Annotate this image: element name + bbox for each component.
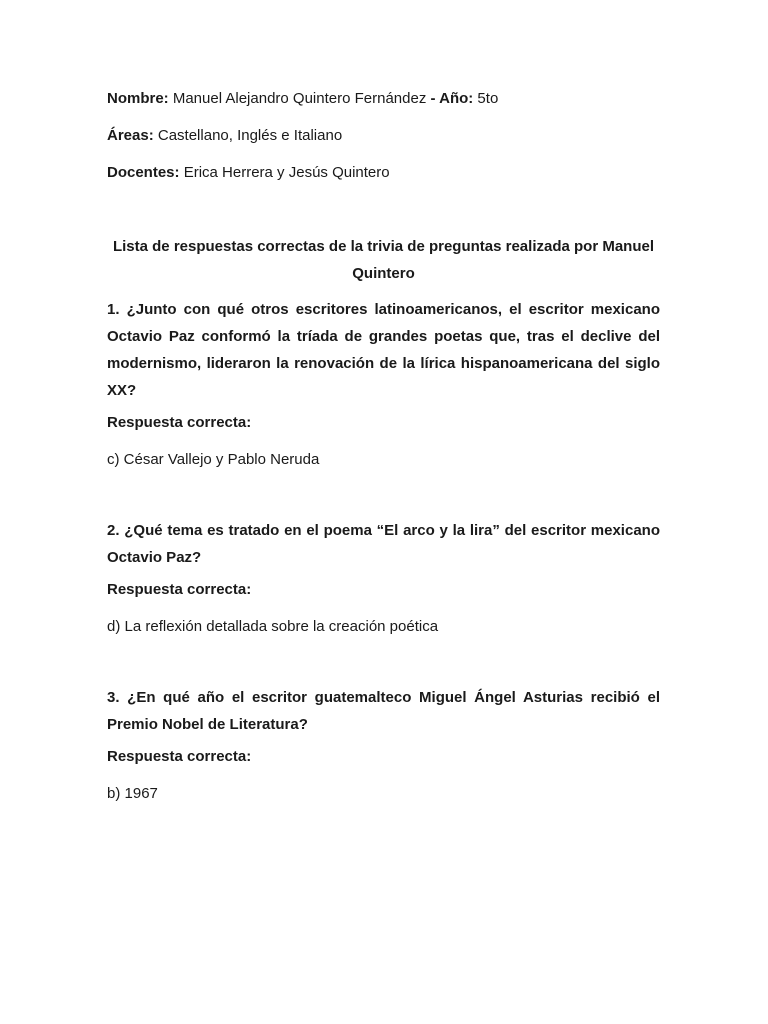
areas-label: Áreas: bbox=[107, 127, 154, 144]
answer-label-2: Respuesta correcta: bbox=[107, 581, 252, 598]
section-gap bbox=[107, 637, 660, 684]
question-2: 2. ¿Qué tema es tratado en el poema “El arco y la lira” del escritor mexicano Octavio Paz? bbox=[107, 522, 660, 566]
name-line bbox=[107, 89, 660, 109]
year-label: - Año: bbox=[430, 90, 474, 107]
answer-label-3: Respuesta correcta: bbox=[107, 748, 252, 765]
question-1: 1. ¿Junto con qué otros escritores latinoamericanos, el escritor mexicano Octavio Paz conformó la tríada de grandes poetas que, tras el declive del modernismo, lideraron la renovación de la lírica hispanoamericana del siglo XX? bbox=[107, 301, 660, 399]
spacer bbox=[107, 200, 660, 233]
name-value: Manuel Alejandro Quintero Fernández bbox=[168, 90, 431, 107]
document-title: Lista de respuestas correctas de la trivia de preguntas realizada por Manuel Quintero bbox=[112, 238, 655, 282]
name-label: Nombre: bbox=[107, 90, 169, 107]
year-value: 5to bbox=[473, 90, 499, 107]
answer-1: c) César Vallejo y Pablo Neruda bbox=[107, 451, 320, 468]
teachers-value: Erica Herrera y Jesús Quintero bbox=[179, 164, 390, 181]
question-3: 3. ¿En qué año el escritor guatemalteco Miguel Ángel Asturias recibió el Premio Nobel de Literatura? bbox=[107, 689, 660, 733]
section-gap bbox=[107, 470, 660, 517]
areas-value: Castellano, Inglés e Italiano bbox=[153, 127, 343, 144]
answer-2: d) La reflexión detallada sobre la creación poética bbox=[107, 618, 439, 635]
answer-3: b) 1967 bbox=[107, 785, 158, 802]
areas-line bbox=[107, 126, 660, 146]
teachers-line bbox=[107, 163, 660, 183]
teachers-label: Docentes: bbox=[107, 164, 180, 181]
answer-label-1: Respuesta correcta: bbox=[107, 414, 252, 431]
